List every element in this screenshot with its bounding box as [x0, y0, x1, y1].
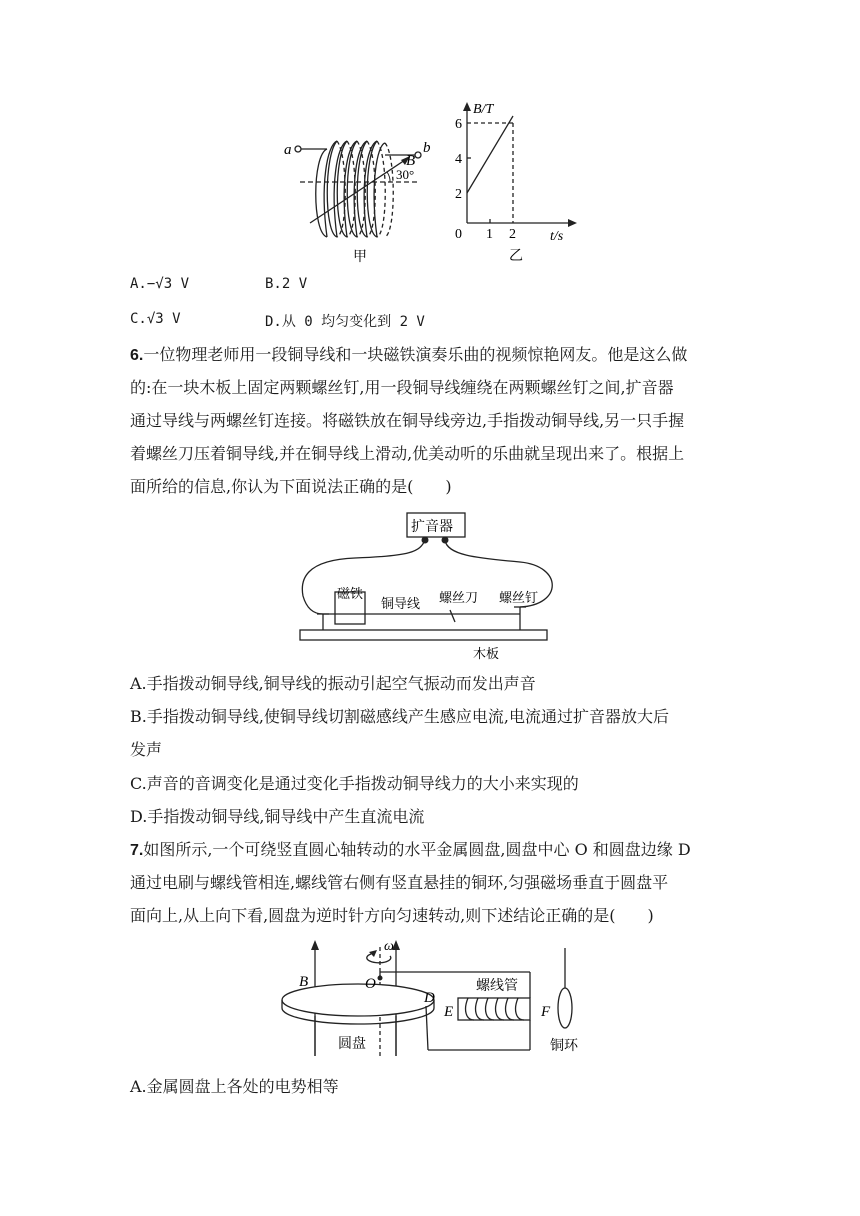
q5-option-a: A.−√3 V: [130, 276, 190, 292]
q5-option-b: B.2 V: [265, 276, 308, 292]
label-copper-wire: 铜导线: [381, 596, 421, 611]
q7-number: 7.: [130, 842, 144, 859]
label-screwdriver: 螺丝刀: [439, 590, 479, 605]
disk-label-B: B: [299, 974, 309, 990]
bt-graph: [450, 98, 580, 266]
graph-y-tick-2: 2: [455, 187, 462, 202]
label-board: 木板: [473, 646, 500, 661]
graph-y-tick-4: 4: [455, 152, 462, 167]
coil-label-a: a: [284, 142, 292, 158]
coil-label-b: b: [423, 140, 431, 156]
graph-x-axis-label: t/s: [550, 229, 564, 244]
coil-figure: [280, 125, 450, 265]
coil-label-B: B: [406, 153, 416, 169]
guitar-figure: [295, 510, 555, 662]
q6-stem-line-1: 6.一位物理老师用一段铜导线和一块磁铁演奏乐曲的视频惊艳网友。他是这么做: [130, 345, 688, 364]
q6-stem-line-2: 的:在一块木板上固定两颗螺丝钉,用一段铜导线缠绕在两颗螺丝钉之间,扩音器: [130, 378, 674, 397]
label-solenoid: 螺线管: [476, 979, 518, 994]
q7-stem-line-2: 通过电刷与螺线管相连,螺线管右侧有竖直悬挂的铜环,匀强磁场垂直于圆盘平: [130, 873, 669, 892]
q5-option-c: C.√3 V: [130, 311, 181, 327]
graph-y-tick-6: 6: [455, 117, 462, 132]
graph-x-tick-1: 1: [486, 227, 493, 242]
q5-option-d: D.从 0 均匀变化到 2 V: [265, 314, 425, 330]
q6-option-b-line-2: 发声: [130, 740, 163, 759]
coil-caption: 甲: [353, 250, 367, 265]
q6-option-c: C.声音的音调变化是通过变化手指拨动铜导线力的大小来实现的: [130, 774, 579, 793]
label-amplifier: 扩音器: [411, 520, 453, 535]
disk-label-D: D: [424, 990, 435, 1006]
q6-stem-line-4: 着螺丝刀压着铜导线,并在铜导线上滑动,优美动听的乐曲就呈现出来了。根据上: [130, 444, 685, 463]
graph-caption: 乙: [509, 249, 523, 264]
q6-number: 6.: [130, 347, 144, 364]
disk-label-omega: ω: [384, 939, 394, 954]
label-copper-ring: 铜环: [550, 1039, 578, 1054]
q6-stem-line-5: 面所给的信息,你认为下面说法正确的是( ): [130, 477, 452, 496]
disk-label-F: F: [541, 1004, 551, 1020]
q6-option-d: D.手指拨动铜导线,铜导线中产生直流电流: [130, 807, 425, 826]
label-magnet: 磁铁: [337, 586, 364, 601]
q7-option-a: A.金属圆盘上各处的电势相等: [130, 1077, 339, 1096]
disk-label-E: E: [444, 1004, 454, 1020]
graph-x-tick-2: 2: [509, 227, 516, 242]
q7-stem-line-1: 7.如图所示,一个可绕竖直圆心轴转动的水平金属圆盘,圆盘中心 O 和圆盘边缘 D: [130, 840, 691, 859]
q6-option-b-line-1: B.手指拨动铜导线,使铜导线切割磁感线产生感应电流,电流通过扩音器放大后: [130, 707, 670, 726]
coil-angle: 30°: [396, 167, 415, 182]
q6-stem-line-3: 通过导线与两螺丝钉连接。将磁铁放在铜导线旁边,手指拨动铜导线,另一只手握: [130, 411, 685, 430]
disk-label-O: O: [365, 976, 376, 992]
q7-stem-line-3: 面向上,从上向下看,圆盘为逆时针方向匀速转动,则下述结论正确的是( ): [130, 906, 654, 925]
disk-figure: [278, 938, 588, 1063]
graph-origin: 0: [455, 227, 462, 242]
graph-y-axis-label: B/T: [473, 102, 494, 117]
label-screw: 螺丝钉: [499, 590, 539, 605]
q6-option-a: A.手指拨动铜导线,铜导线的振动引起空气振动而发出声音: [130, 674, 536, 693]
label-disk: 圆盘: [338, 1037, 366, 1052]
